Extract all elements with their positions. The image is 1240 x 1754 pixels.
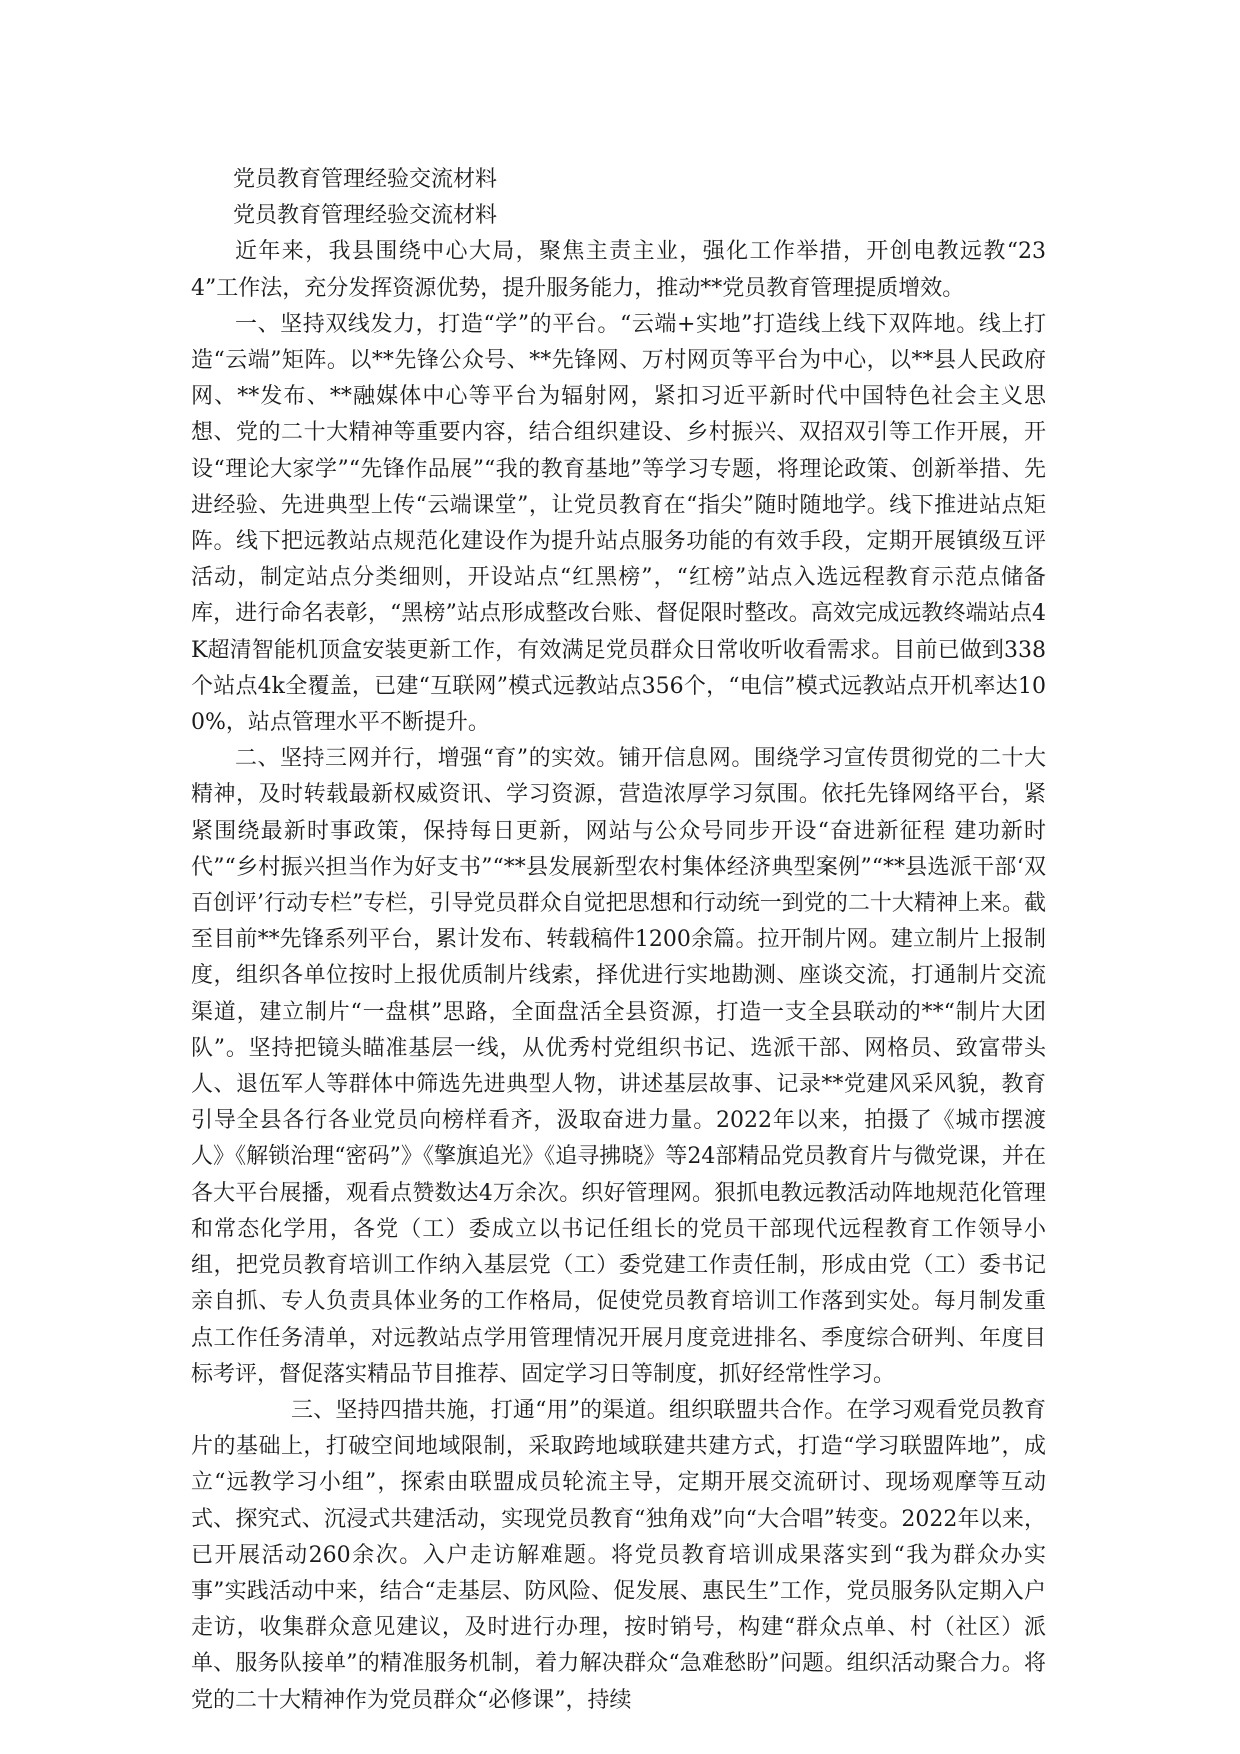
paragraph-intro: 近年来，我县围绕中心大局，聚焦主责主业，强化工作举措，开创电教远教“234”工作法，充分发挥资源优势，提升服务能力，推动**党员教育管理提质增效。 xyxy=(191,239,1046,301)
paragraph-section-1: 一、坚持双线发力，打造“学”的平台。“云端+实地”打造线上线下双阵地。线上打造“云端”矩阵。以**先锋公众号、**先锋网、万村网页等平台为中心，以**县人民政府网、**发布、**融媒体中心等平台为辐射网，紧扣习近平新时代中国特色社会主义思想、党的二十大精神等重要内容，结合组织建设、乡村振兴、双招双引等工作开展，开设“理论大家学”“先锋作品展”“我的教育基地”等学习专题，将理论政策、创新举措、先进经验、先进典型上传“云端课堂”，让党员教育在“指尖”随时随地学。线下推进站点矩阵。线下把远教站点规范化建设作为提升站点服务功能的有效手段，定期开展镇级互评活动，制定站点分类细则，开设站点“红黑榜”，“红榜”站点入选远程教育示范点储备库，进行命名表彰，“黑榜”站点形成整改台账、督促限时整改。高效完成远教终端站点4K超清智能机顶盒安装更新工作，有效满足党员群众日常收听收看需求。目前已做到338个站点4k全覆盖，已建“互联网”模式远教站点356个，“电信”模式远教站点开机率达100%，站点管理水平不断提升。 xyxy=(191,311,1046,736)
paragraph-section-3: 三、坚持四措共施，打通“用”的渠道。组织联盟共合作。在学习观看党员教育片的基础上，打破空间地域限制，采取跨地域联建共建方式，打造“学习联盟阵地”，成立“远教学习小组”，探索由联盟成员轮流主导，定期开展交流研讨、现场观摩等互动式、探究式、沉浸式共建活动，实现党员教育“独角戏”向“大合唱”转变。2022年以来，已开展活动260余次。入户走访解难题。将党员教育培训成果落实到“我为群众办实事”实践活动中来，结合“走基层、防风险、促发展、惠民生”工作，党员服务队定期入户走访，收集群众意见建议，及时进行办理，按时销号，构建“群众点单、村（社区）派单、服务队接单”的精准服务机制，着力解决群众“急难愁盼”问题。组织活动聚合力。将党的二十大精神作为党员群众“必修课”，持续 xyxy=(191,1397,1046,1713)
document-title: 党员教育管理经验交流材料 xyxy=(233,167,498,192)
document-body xyxy=(191,162,1046,1719)
document-subtitle: 党员教育管理经验交流材料 xyxy=(233,203,498,229)
paragraph-section-2: 二、坚持三网并行，增强“育”的实效。铺开信息网。围绕学习宣传贯彻党的二十大精神，及时转载最新权威资讯、学习资源，营造浓厚学习氛围。依托先锋网络平台，紧紧围绕最新时事政策，保持每日更新，网站与公众号同步开设“奋进新征程 建功新时代”“乡村振兴担当作为好支书”“**县发展新型农村集体经济典型案例”“**县选派干部‘双百创评’行动专栏”专栏，引导党员群众自觉把思想和行动统一到党的二十大精神上来。截至目前**先锋系列平台，累计发布、转载稿件1200余篇。拉开制片网。建立制片上报制度，组织各单位按时上报优质制片线索，择优进行实地勘测、座谈交流，打通制片交流渠道，建立制片“一盘棋”思路，全面盘活全县资源，打造一支全县联动的**“制片大团队”。坚持把镜头瞄准基层一线，从优秀村党组织书记、选派干部、网格员、致富带头人、退伍军人等群体中筛选先进典型人物，讲述基层故事、记录**党建风采风貌，教育引导全县各行各业党员向榜样看齐，汲取奋进力量。2022年以来，拍摄了《城市摆渡人》《解锁治理“密码”》《擎旗追光》《追寻拂晓》等24部精品党员教育片与微党课，并在各大平台展播，观看点赞数达4万余次。织好管理网。狠抓电教远教活动阵地规范化管理和常态化学用，各党（工）委成立以书记任组长的党员干部现代远程教育工作领导小组，把党员教育培训工作纳入基层党（工）委党建工作责任制，形成由党（工）委书记亲自抓、专人负责具体业务的工作格局，促使党员教育培训工作落到实处。每月制发重点工作任务清单，对远教站点学用管理情况开展月度竞进排名、季度综合研判、年度目标考评，督促落实精品节目推荐、固定学习日等制度，抓好经常性学习。 xyxy=(191,746,1046,1387)
